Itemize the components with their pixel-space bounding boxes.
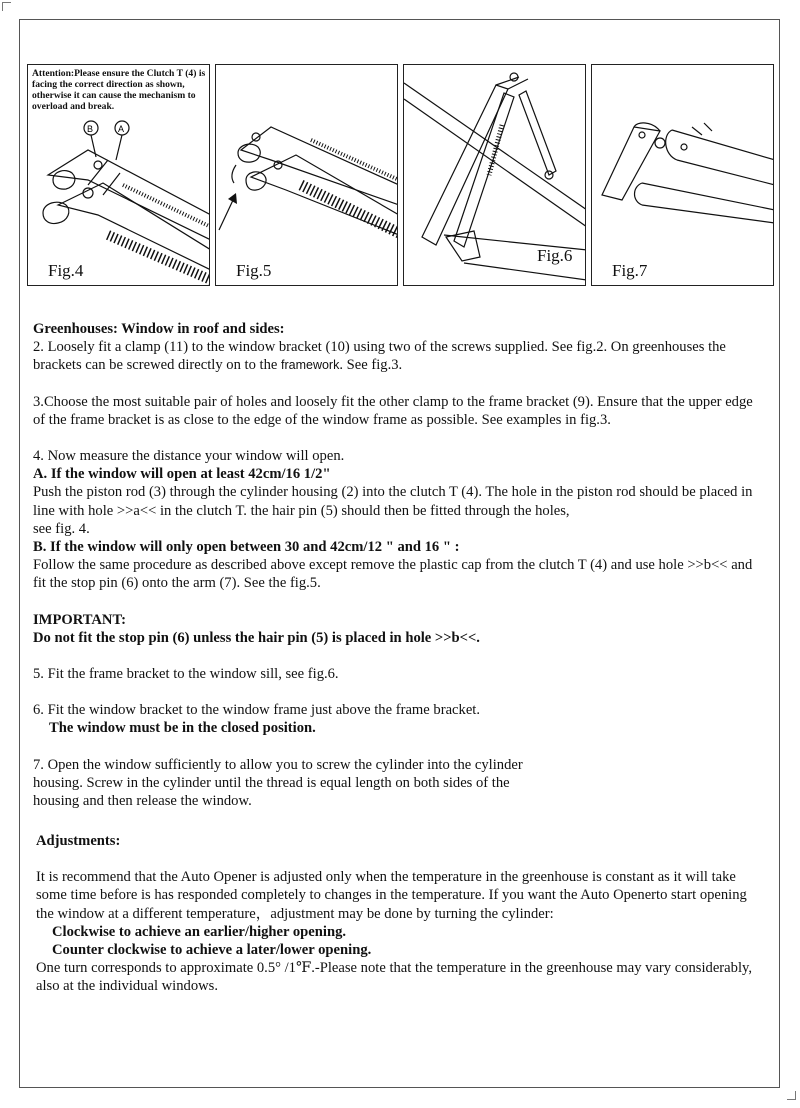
option-a-text: Push the piston rod (3) through the cylinder housing (2) into the clutch T (4). The hole in the piston rod should be placed in line with hole >>a<< in the clutch T. the hair pin (5) should then be fitted through the holes,	[33, 484, 753, 519]
option-b-heading: B. If the window will only open between 30 and 42cm/12 " and 16 " :	[33, 539, 460, 556]
figure-5-drawing	[216, 65, 398, 286]
crop-mark-bottom-right	[787, 1091, 796, 1100]
option-b-text: Follow the same procedure as described above except remove the plastic cap from the clutch T (4) and use hole >>b<< and fit the stop pin (6) onto the arm (7). See the fig.5.	[33, 557, 753, 592]
figure-6-label: Fig.6	[537, 246, 573, 265]
figure-7	[591, 64, 774, 286]
step-3: 3.Choose the most suitable pair of holes and loosely fit the other clamp to the frame bracket (9). Ensure that the upper edge of the frame bracket is as close to the edge of the window frame as possible. See examples in fig.3.	[33, 393, 753, 428]
figure-4-attention-note: Attention:Please ensure the Clutch T (4) is facing the correct direction as shown, otherwise it can cause the mechanism to overload and break.	[32, 68, 206, 112]
callout-b: B	[87, 124, 94, 134]
figure-6	[403, 64, 586, 286]
step-6: 6. Fit the window bracket to the window frame just above the frame bracket.	[33, 702, 480, 719]
adjustments-turn-note: One turn corresponds to approximate 0.5° /1℉.-Please note that the temperature in the greenhouse may vary considerably, also at the individual windows.	[36, 960, 752, 995]
adjustments-text: It is recommend that the Auto Opener is adjusted only when the temperature in the greenhouse is constant as it will take some time before is has responded completely to changes in the temperature. If you want the Auto Openerto start opening the window at a different temperature，adjustment may be done by turning the cylinder:	[36, 869, 747, 922]
figure-4-label: Fig.4	[48, 261, 84, 280]
callout-a: A	[118, 124, 125, 134]
step-7-line-3: housing and then release the window.	[33, 793, 252, 810]
important-heading: IMPORTANT:	[33, 611, 126, 628]
important-text: Do not fit the stop pin (6) unless the hair pin (5) is placed in hole >>b<<.	[33, 629, 480, 646]
step-5: 5. Fit the frame bracket to the window sill, see fig.6.	[33, 666, 339, 683]
adjustments-section	[36, 832, 764, 996]
step-7-line-2: housing. Screw in the cylinder until the thread is equal length on both sides of the	[33, 774, 510, 791]
section-heading-greenhouses: Greenhouses: Window in roof and sides:	[33, 321, 285, 337]
adjustments-clockwise: Clockwise to achieve an earlier/higher opening.	[52, 923, 347, 940]
instructions-section	[33, 320, 763, 810]
adjustments-counter-clockwise: Counter clockwise to achieve a later/lower opening.	[52, 942, 372, 959]
step-2-text-b: . See fig.3.	[339, 357, 403, 374]
figure-5-label: Fig.5	[236, 261, 272, 280]
figure-7-label: Fig.7	[612, 261, 648, 280]
step-2-text-a: 2. Loosely fit a clamp (11) to the window bracket (10) using two of the screws supplied. See fig.2. On greenhouses the brackets can be screwed directly on to the	[33, 339, 726, 374]
step-7-line-1: 7. Open the window sufficiently to allow you to screw the cylinder into the cylinder	[33, 756, 523, 773]
option-a-heading: A. If the window will open at least 42cm/16 1/2"	[33, 466, 331, 483]
figure-7-drawing	[592, 65, 774, 286]
adjustments-heading: Adjustments:	[36, 833, 121, 849]
step-2-framework: framework	[281, 358, 340, 373]
step-4: 4. Now measure the distance your window will open.	[33, 448, 345, 465]
figure-5	[215, 64, 398, 286]
step-6-bold: The window must be in the closed position.	[49, 720, 316, 737]
step-2	[33, 338, 763, 374]
figure-4	[27, 64, 210, 286]
crop-mark-top-left	[2, 2, 11, 11]
option-a-text-2: see fig. 4.	[33, 520, 90, 537]
